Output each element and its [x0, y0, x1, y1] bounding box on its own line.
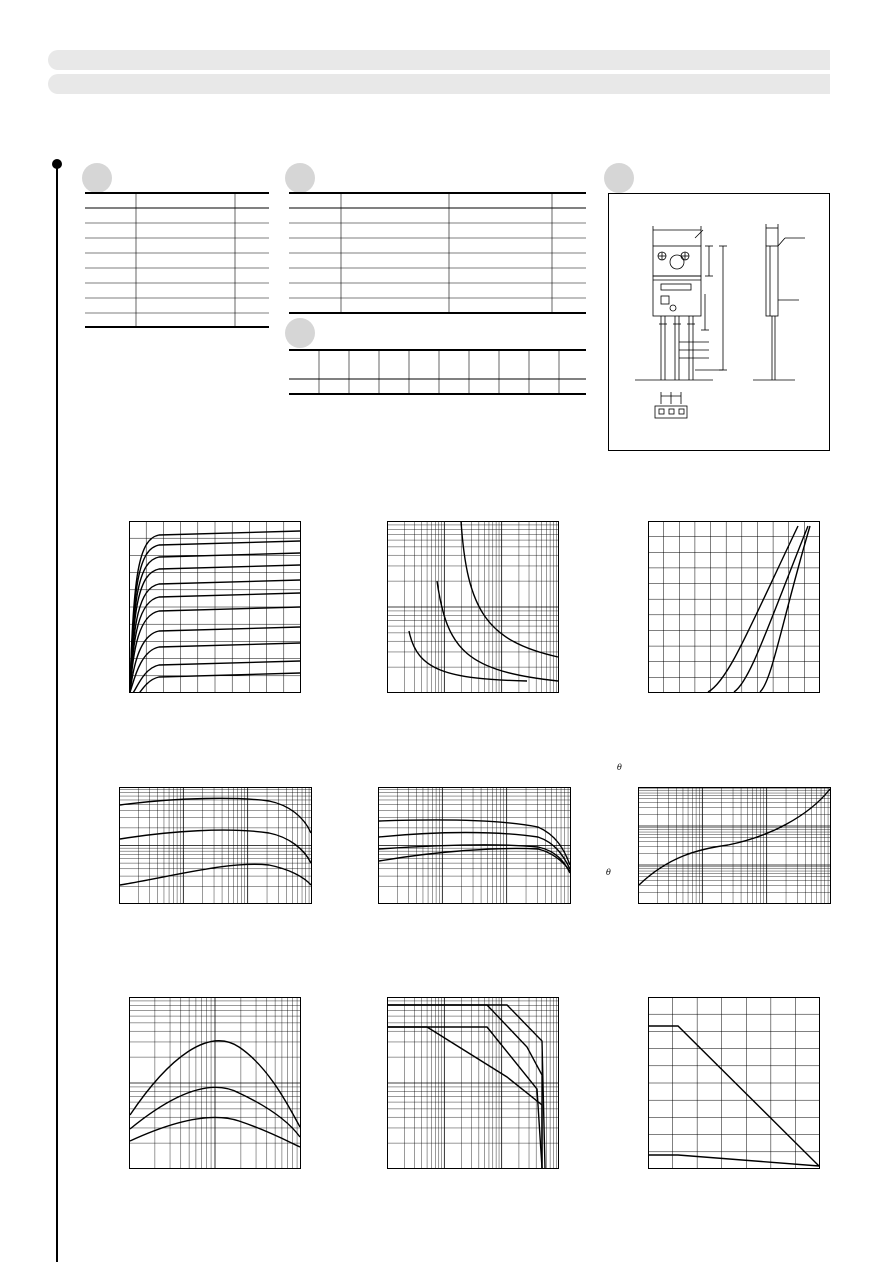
- characteristics-table: [289, 192, 587, 317]
- theta-symbol-axis: θ: [606, 868, 611, 877]
- graph-output-characteristics: [129, 521, 301, 693]
- section-marker-characteristics: [285, 163, 315, 193]
- section-rail: [56, 165, 58, 1262]
- graph-current-gain: [119, 787, 312, 904]
- graph-thermal-impedance: [638, 787, 831, 904]
- ratings-table: [85, 192, 270, 332]
- graph-transfer-characteristics: [648, 521, 820, 693]
- package-outline-box: [608, 193, 830, 451]
- graph-frequency-response: [129, 997, 301, 1169]
- graph-log-characteristics: [387, 521, 559, 693]
- section-marker-classification: [285, 318, 315, 348]
- theta-symbol-top: θ: [617, 763, 622, 772]
- header-band-top: [48, 50, 830, 70]
- header-band-bottom: [48, 74, 830, 94]
- graph-saturation: [378, 787, 571, 904]
- package-drawing: [609, 194, 829, 450]
- section-marker-ratings: [82, 163, 112, 193]
- graph-safe-operating-area: [387, 997, 559, 1169]
- section-marker-package: [604, 163, 634, 193]
- classification-table: [289, 349, 587, 397]
- graph-derating: [648, 997, 820, 1169]
